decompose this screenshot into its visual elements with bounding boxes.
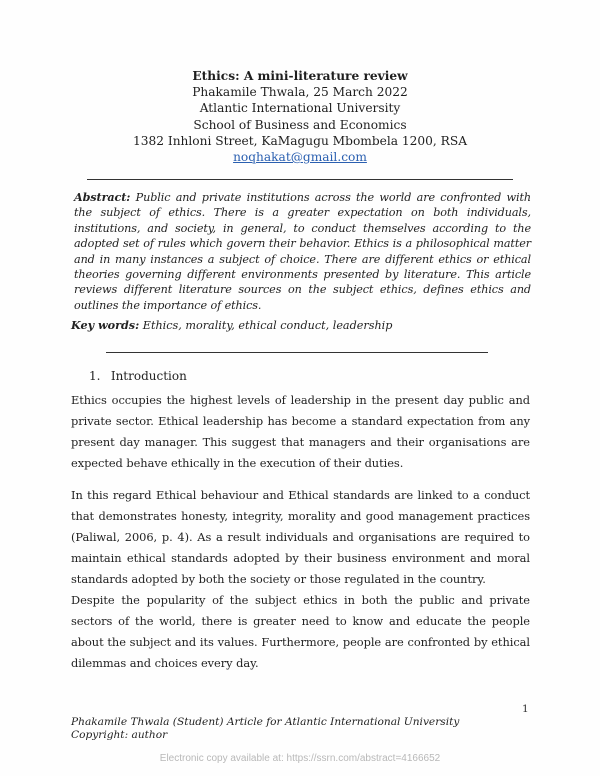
paragraph: Ethics occupies the highest levels of leadership in the present day public and private sector. Ethical leadership has become a standard expectation from any present day manager. This suggest that managers and their organisations are expected behave ethically in the execution of their duties. [71, 393, 530, 470]
school: School of Business and Economics [193, 117, 407, 132]
paragraph: In this regard Ethical behaviour and Ethical standards are linked to a conduct that demonstrates honesty, integrity, morality and good management practices (Paliwal, 2006, p. 4). As a result individuals and organisations are required to maintain ethical standards adopted by their business environment and moral standards adopted by both the society or those regulated in the country. [71, 488, 530, 586]
section-title: Introduction [110, 369, 187, 383]
paragraph: Despite the popularity of the subject ethics in both the public and private sectors of the world, there is greater need to know and educate the people about the subject and its values. Furthermore, people are confronted by ethical dilemmas and choices every day. [71, 593, 530, 670]
abstract [74, 190, 531, 313]
institution: Atlantic International University [199, 101, 401, 116]
keywords [71, 318, 531, 333]
page-number: 1 [522, 703, 529, 715]
abstract-text: Public and private institutions across the world are confronted with the subject of ethics. There is a greater expectation on both individuals, institutions, and society, in general, to conduct themselves according to the adopted set of rules which govern their behavior. Ethics is a philosophical matter and in many instances a subject of choice. There are different ethics or ethical theories governing different environments presented by literature. This article reviews different literature sources on the subject ethics, defines ethics and outlines the importance of ethics. [74, 191, 531, 312]
author-date: Phakamile Thwala, 25 March 2022 [192, 85, 408, 100]
section-heading [89, 368, 187, 384]
top-divider [87, 179, 513, 180]
paper-header [0, 68, 600, 165]
footer-attribution: Phakamile Thwala (Student) Article for Atlantic International University [71, 716, 460, 728]
ssrn-notice: Electronic copy available at: https://ssrn.com/abstract=4166652 [159, 753, 441, 764]
abstract-label: Abstract: [74, 190, 131, 204]
section-divider [106, 352, 488, 353]
paper-title: Ethics: A mini-literature review [192, 69, 408, 83]
footer-copyright: Copyright: author [71, 729, 168, 741]
section-number: 1. [89, 369, 101, 383]
keywords-label: Key words: [71, 318, 140, 332]
page-footer [71, 716, 459, 742]
keywords-text: Ethics, morality, ethical conduct, leadership [142, 319, 393, 332]
address: 1382 Inhloni Street, KaMagugu Mbombela 1200, RSA [132, 133, 467, 148]
email-link[interactable]: noqhakat@gmail.com [233, 150, 367, 165]
